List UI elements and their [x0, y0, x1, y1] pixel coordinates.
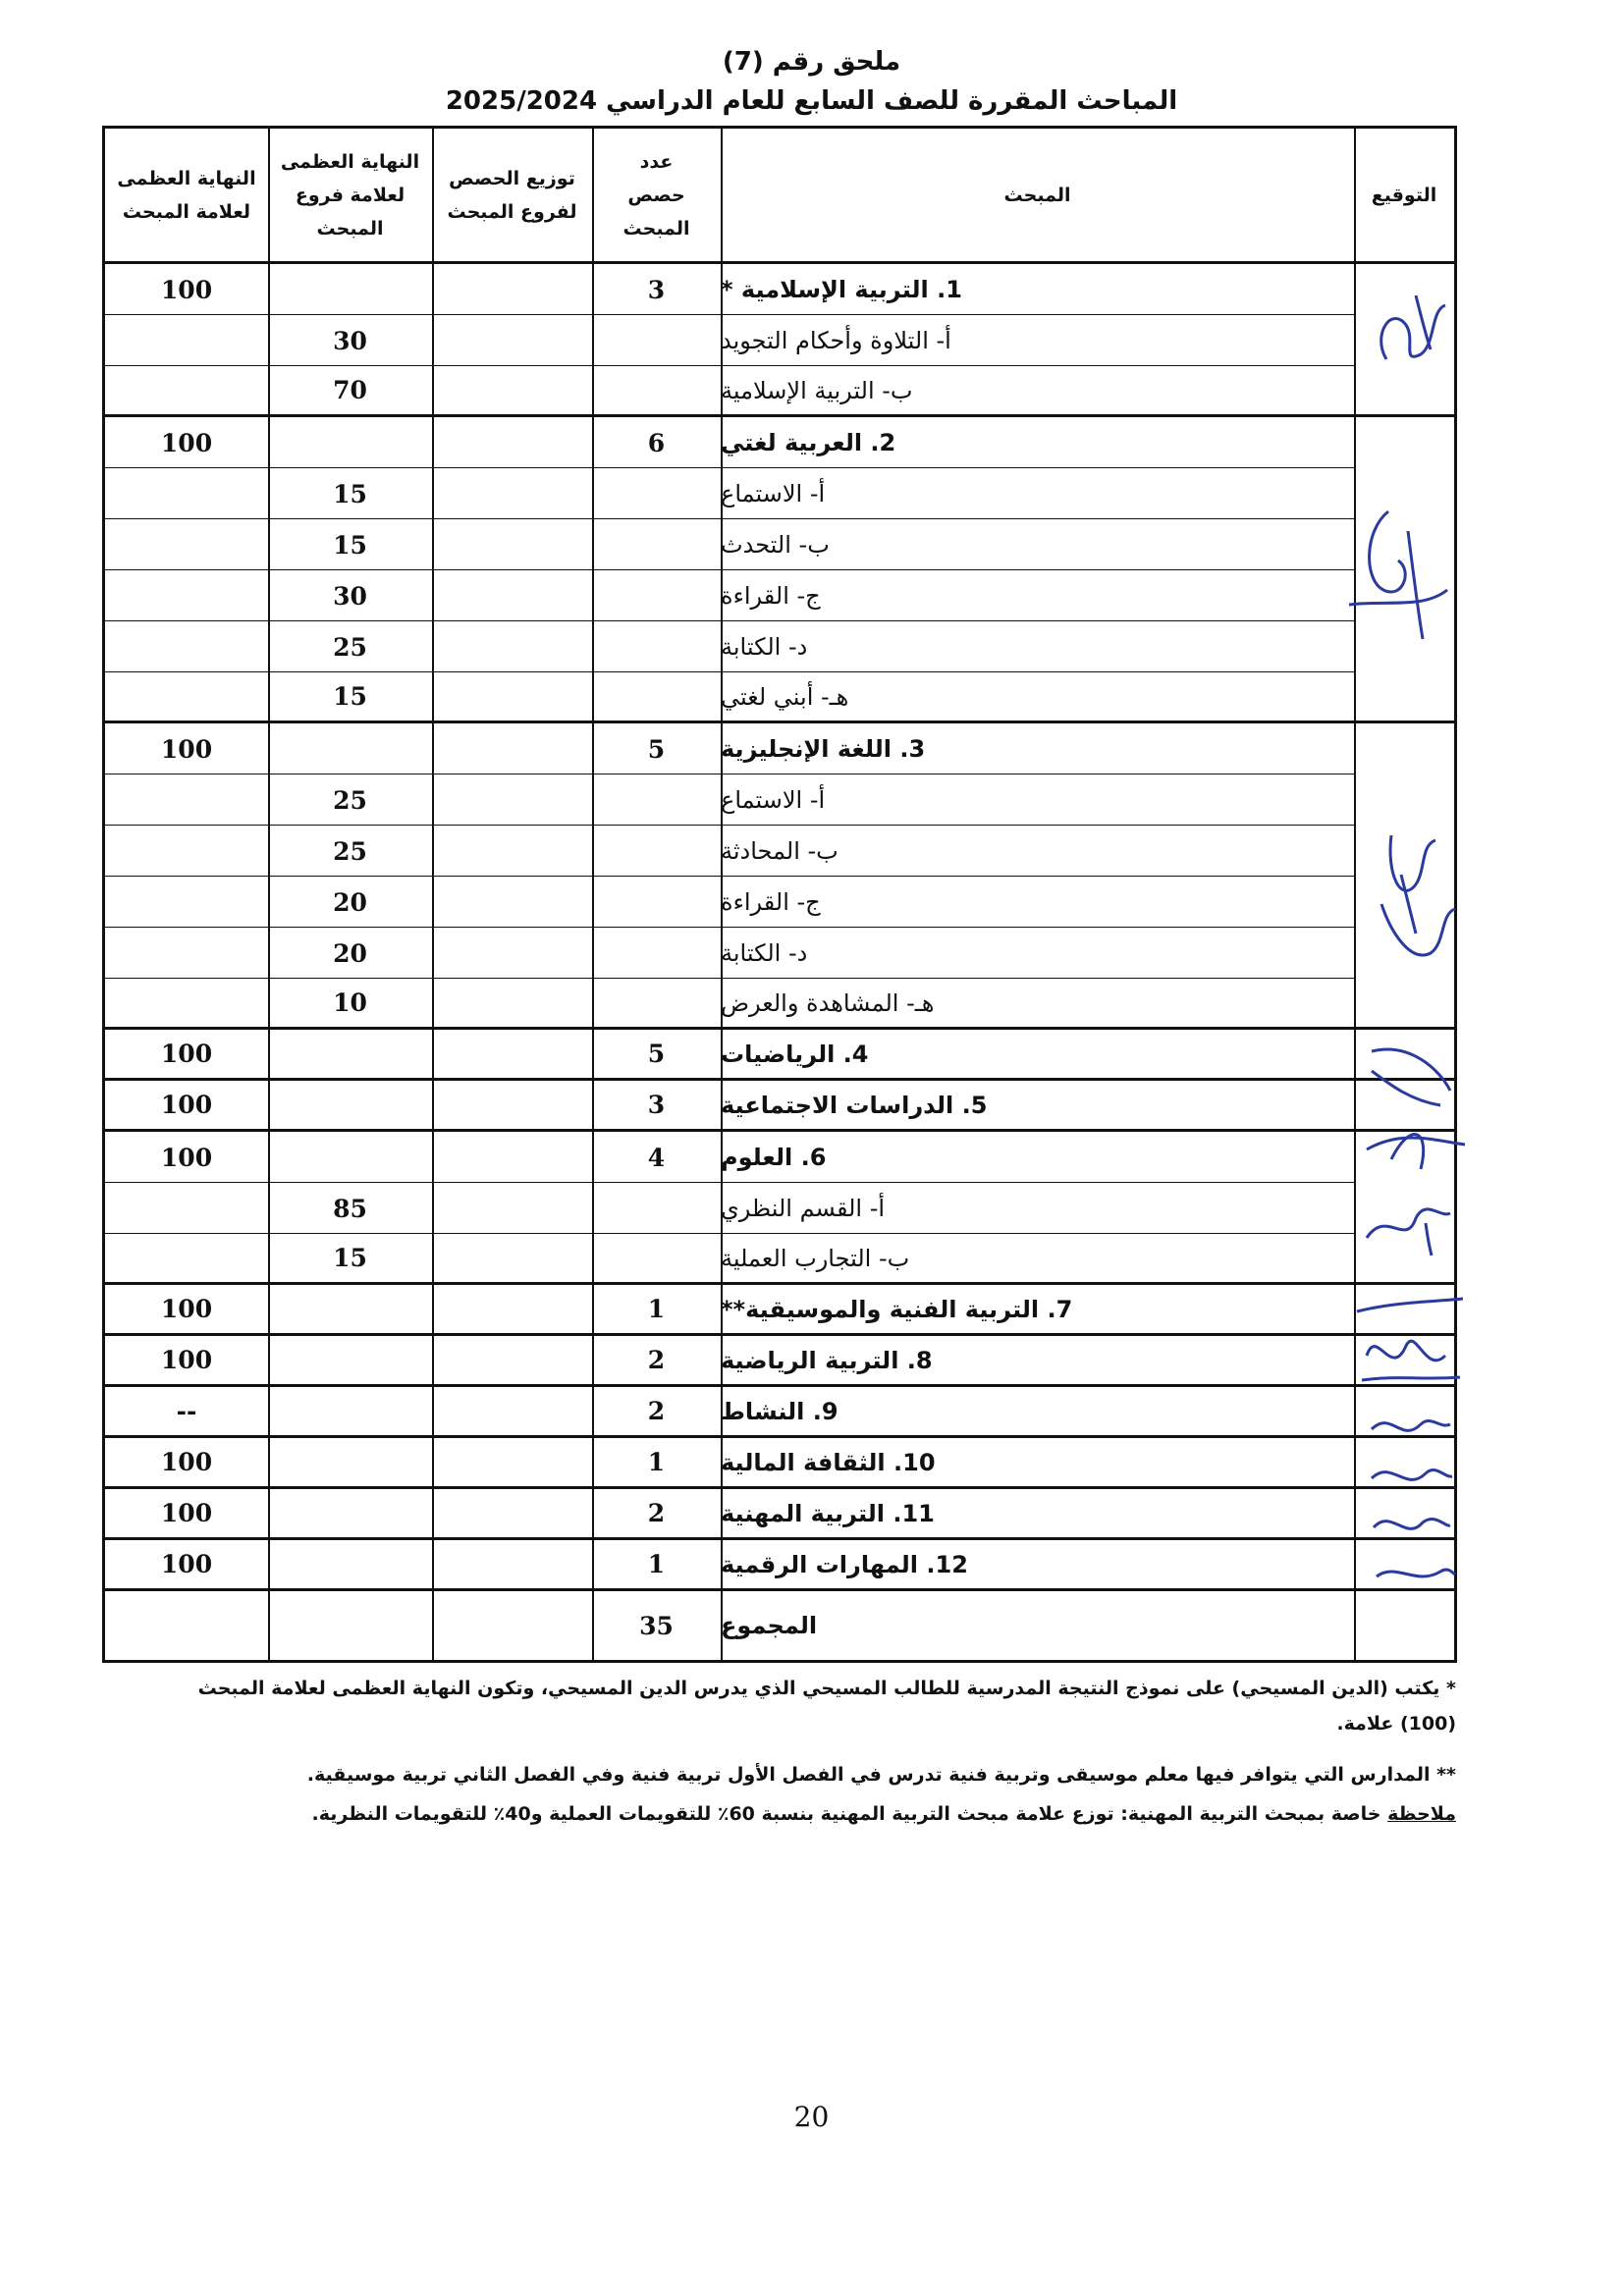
branch-name: ج- القراءة — [721, 888, 821, 916]
subject-max-value: -- — [176, 1397, 197, 1425]
subject-max-value — [105, 774, 268, 826]
subject-max-value: 100 — [160, 1091, 213, 1119]
signature-english — [1362, 816, 1460, 983]
header-periods: عدد حصص المبحث — [622, 150, 690, 240]
subject-max-value — [105, 826, 268, 877]
branch-max-value: 15 — [333, 530, 367, 560]
page-number: 20 — [793, 2101, 830, 2133]
branch-name: أ- التلاوة وأحكام التجويد — [721, 327, 951, 354]
branch-max-value — [268, 1438, 432, 1486]
table-header — [105, 129, 1454, 264]
total-row — [105, 1591, 1454, 1660]
periods-value — [592, 621, 721, 672]
total-label: المجموع — [721, 1612, 818, 1639]
table-row — [105, 1285, 1454, 1336]
subject-max-value — [105, 519, 268, 570]
subject-max-value — [105, 315, 268, 366]
periods-value: 2 — [647, 1499, 666, 1527]
subject-max-value: 100 — [160, 275, 213, 304]
table-row — [105, 1183, 1454, 1234]
periods-value — [592, 877, 721, 928]
branch-max-value — [268, 723, 432, 774]
column-divider — [1354, 129, 1356, 1660]
page-title: المباحث المقررة للصف السابع للعام الدراسي 2025/2024 — [445, 86, 1178, 116]
note-vocational-education — [160, 1796, 1456, 1832]
periods-value: 3 — [647, 275, 666, 304]
subject-max-value — [105, 877, 268, 928]
table-row — [105, 366, 1454, 417]
table-row — [105, 1132, 1454, 1183]
subject-max-value — [105, 928, 268, 979]
subject-name: 5. الدراسات الاجتماعية — [721, 1091, 988, 1119]
periods-value — [592, 774, 721, 826]
periods-value — [592, 928, 721, 979]
branch-max-value: 15 — [333, 479, 367, 508]
table-row — [105, 877, 1454, 928]
column-divider — [721, 129, 723, 1660]
branch-max-value: 30 — [333, 581, 367, 611]
subject-name: 6. العلوم — [721, 1144, 827, 1171]
signature-arabic — [1344, 492, 1452, 649]
table-row — [105, 570, 1454, 621]
branch-max-value: 70 — [333, 376, 367, 404]
table-row — [105, 1081, 1454, 1132]
branch-name: هـ- أبني لغتي — [721, 682, 849, 711]
header-distribution: توزيع الحصص لفروع المبحث — [447, 167, 577, 223]
subject-name: 3. اللغة الإنجليزية — [721, 735, 926, 763]
periods-value — [592, 1183, 721, 1234]
subject-max-value: 100 — [160, 1346, 213, 1374]
table-row — [105, 417, 1454, 468]
branch-max-value — [268, 264, 432, 315]
subject-max-value: 100 — [160, 1295, 213, 1323]
table-row — [105, 723, 1454, 774]
branch-max-value — [268, 1336, 432, 1384]
branch-max-value: 25 — [333, 836, 367, 866]
branch-max-value: 25 — [333, 785, 367, 815]
column-divider — [592, 129, 594, 1660]
periods-value — [592, 979, 721, 1027]
table-row — [105, 1438, 1454, 1489]
branch-max-value: 10 — [333, 988, 367, 1017]
branch-max-value: 85 — [333, 1194, 367, 1223]
branch-max-value: 20 — [333, 938, 367, 968]
periods-value — [592, 1234, 721, 1282]
branch-max-value — [268, 1030, 432, 1078]
table-row — [105, 979, 1454, 1030]
periods-value: 5 — [647, 734, 666, 764]
header-subject: المبحث — [1003, 184, 1071, 206]
subjects-table — [102, 126, 1457, 1663]
subject-max-value — [105, 1183, 268, 1234]
footnote-christian-religion: * يكتب (الدين المسيحي) على نموذج النتيجة المدرسية للطالب المسيحي الذي يدرس الدين المسيحي، وتكون النهاية العظمى لعلامة المبحث (100) علامة. — [197, 1678, 1456, 1735]
branch-max-value — [268, 417, 432, 468]
branch-max-value: 15 — [333, 1244, 367, 1272]
note-text: خاصة بمبحث التربية المهنية: توزع علامة مبحث التربية المهنية بنسبة 60٪ للتقويمات العملية و40٪ للتقويمات النظرية. — [311, 1803, 1388, 1825]
branch-max-value: 30 — [333, 326, 367, 355]
signature-arts-sports — [1347, 1287, 1465, 1395]
table-row — [105, 1234, 1454, 1285]
subject-name: 12. المهارات الرقمية — [721, 1550, 968, 1578]
subject-max-value — [105, 621, 268, 672]
subject-max-value — [105, 1234, 268, 1282]
note-label: ملاحظة — [1387, 1803, 1456, 1825]
periods-value: 3 — [647, 1091, 666, 1119]
footnote-arts-music: ** المدارس التي يتوافر فيها معلم موسيقى وتربية فنية تدرس في الفصل الأول تربية فنية وفي الفصل الثاني تربية موسيقية. — [306, 1764, 1456, 1786]
branch-name: ب- التحدث — [721, 531, 830, 559]
periods-value: 4 — [647, 1143, 666, 1172]
periods-value: 2 — [647, 1346, 666, 1374]
table-row — [105, 264, 1454, 315]
branch-max-value — [268, 1132, 432, 1183]
branch-max-value — [268, 1489, 432, 1537]
subject-name: 8. التربية الرياضية — [721, 1346, 933, 1374]
periods-value — [592, 570, 721, 621]
branch-max-value — [268, 1285, 432, 1333]
subject-max-value — [105, 366, 268, 414]
total-periods: 35 — [639, 1611, 674, 1640]
header-subject-max: النهاية العظمى لعلامة المبحث — [117, 167, 256, 223]
table-row — [105, 774, 1454, 826]
column-divider — [432, 129, 434, 1660]
branch-name: هـ- المشاهدة والعرض — [721, 988, 935, 1017]
table-row — [105, 826, 1454, 877]
branch-name: أ- الاستماع — [721, 480, 826, 507]
subject-name: 10. الثقافة المالية — [721, 1448, 936, 1476]
subject-name: 11. التربية المهنية — [721, 1499, 935, 1527]
branch-max-value: 25 — [333, 632, 367, 662]
table-row — [105, 1387, 1454, 1438]
annex-number: ملحق رقم (7) — [722, 47, 901, 77]
column-divider — [268, 129, 270, 1660]
header-branch-max: النهاية العظمى لعلامة فروع المبحث — [280, 150, 420, 240]
periods-value: 6 — [647, 428, 666, 457]
periods-value: 1 — [647, 1550, 666, 1578]
subject-max-value — [105, 570, 268, 621]
periods-value — [592, 315, 721, 366]
table-row — [105, 1489, 1454, 1540]
branch-name: د- الكتابة — [721, 633, 808, 661]
periods-value — [592, 826, 721, 877]
table-row — [105, 672, 1454, 723]
subject-name: 4. الرياضيات — [721, 1040, 869, 1068]
branch-max-value: 20 — [333, 887, 367, 917]
signature-activities — [1362, 1400, 1460, 1596]
subject-max-value — [105, 468, 268, 519]
subject-max-value — [105, 979, 268, 1027]
periods-value: 1 — [647, 1448, 666, 1476]
periods-value — [592, 468, 721, 519]
branch-max-value — [268, 1081, 432, 1129]
subject-max-value: 100 — [160, 1143, 213, 1172]
subject-max-value — [105, 672, 268, 721]
periods-value — [592, 519, 721, 570]
branch-max-value — [268, 1387, 432, 1435]
subject-max-value: 100 — [160, 1499, 213, 1527]
periods-value: 5 — [647, 1040, 666, 1068]
subject-name: 2. العربية لغتي — [721, 429, 896, 456]
branch-name: ب- التربية الإسلامية — [721, 376, 913, 404]
table-row — [105, 928, 1454, 979]
branch-max-value — [268, 1540, 432, 1588]
branch-name: ب- التجارب العملية — [721, 1244, 910, 1272]
branch-name: أ- القسم النظري — [721, 1195, 886, 1222]
subject-name: 7. التربية الفنية والموسيقية** — [721, 1295, 1073, 1323]
subject-name: 1. التربية الإسلامية * — [721, 276, 962, 303]
table-row — [105, 1336, 1454, 1387]
subject-name: 9. النشاط — [721, 1397, 839, 1425]
table-row — [105, 519, 1454, 570]
table-row — [105, 621, 1454, 672]
subject-max-value: 100 — [160, 1550, 213, 1578]
branch-name: أ- الاستماع — [721, 786, 826, 814]
table-row — [105, 1540, 1454, 1591]
periods-value: 2 — [647, 1397, 666, 1425]
signature-science — [1357, 1189, 1455, 1257]
periods-value — [592, 366, 721, 414]
branch-name: ب- المحادثة — [721, 837, 839, 865]
table-row — [105, 468, 1454, 519]
table-row — [105, 1030, 1454, 1081]
periods-value — [592, 672, 721, 721]
signature-math-social — [1352, 1032, 1470, 1189]
header-signature: التوقيع — [1371, 184, 1437, 206]
table-row — [105, 315, 1454, 366]
subject-max-value: 100 — [160, 428, 213, 457]
branch-name: ج- القراءة — [721, 582, 821, 610]
periods-value: 1 — [647, 1295, 666, 1323]
branch-name: د- الكتابة — [721, 939, 808, 967]
signature-islamic — [1362, 266, 1460, 384]
subject-max-value: 100 — [160, 1040, 213, 1068]
subject-max-value: 100 — [160, 1448, 213, 1476]
subject-max-value: 100 — [160, 734, 213, 764]
branch-max-value: 15 — [333, 682, 367, 711]
